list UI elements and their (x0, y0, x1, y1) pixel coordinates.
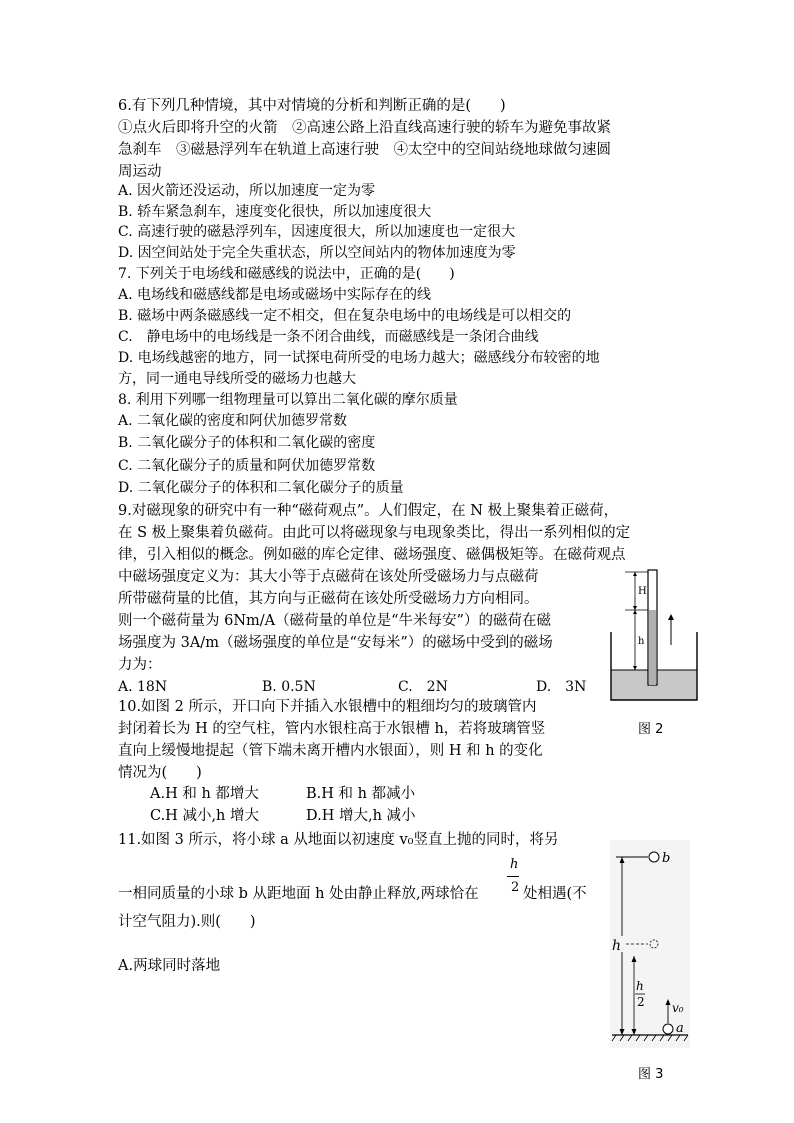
q7-option-b: B. 磁场中两条磁感线一定不相交，但在复杂电场中的电场线是可以相交的 (118, 308, 572, 324)
label-h2-den: 2 (637, 995, 645, 1009)
q6-option-a: A. 因火箭还没运动，所以加速度一定为零 (118, 183, 376, 199)
ball-b (649, 852, 659, 862)
figure-3-caption: 图 3 (638, 1067, 664, 1082)
ball-a (663, 1024, 673, 1034)
q11-option-a: A.两球同时落地 (118, 958, 221, 974)
label-h: h (638, 636, 645, 647)
q8-option-d: D. 二氧化碳分子的体积和二氧化碳分子的质量 (118, 480, 404, 496)
label-v0: v₀ (672, 1001, 684, 1015)
q10-line: 直向上缓慢地提起（管下端未离开槽内水银面），则 H 和 h 的变化 (118, 743, 543, 759)
label-b: b (662, 851, 671, 866)
q11-line: 一相同质量的小球 b 从距地面 h 处由静止释放,两球恰在 (118, 886, 479, 902)
q6-scenario-line: 急刹车 ③磁悬浮列车在轨道上高速行驶 ④太空中的空间站绕地球做匀速圆 (118, 142, 611, 158)
q9-option-b: B. 0.5N (262, 679, 316, 695)
q9-line: 9.对磁现象的研究中有一种“磁荷观点”。人们假定，在 N 极上聚集着正磁荷， (118, 503, 619, 519)
q11-frac-den: 2 (511, 880, 520, 895)
figure-3-diagram (610, 840, 690, 1048)
q7-stem: 7. 下列关于电场线和磁感线的说法中，正确的是( ) (118, 266, 455, 282)
q10-option-d: D.H 增大,h 减小 (306, 808, 416, 824)
label-H: H (638, 586, 647, 597)
q6-stem: 6.有下列几种情境，其中对情境的分析和判断正确的是( ) (118, 98, 506, 114)
q6-option-d: D. 因空间站处于完全失重状态，所以空间站内的物体加速度为零 (118, 245, 516, 261)
q6-option-b: B. 轿车紧急刹车，速度变化很快，所以加速度很大 (118, 204, 432, 220)
q11-line: 计空气阻力).则( ) (118, 914, 256, 930)
q8-option-b: B. 二氧化碳分子的体积和二氧化碳的密度 (118, 435, 376, 451)
q9-option-a: A. 18N (118, 679, 168, 695)
q9-line: 则一个磁荷量为 6Nm/A（磁荷量的单位是“牛米每安”）的磁荷在磁 (118, 613, 551, 629)
q9-line: 在 S 极上聚集着负磁荷。由此可以将磁现象与电现象类比，得出一系列相似的定 (118, 525, 631, 541)
figure-2-caption: 图 2 (638, 722, 664, 737)
q7-option-a: A. 电场线和磁感线都是电场或磁场中实际存在的线 (118, 287, 432, 303)
q7-option-d: D. 电场线越密的地方，同一试探电荷所受的电场力越大；磁感线分布较密的地 (118, 350, 600, 366)
q9-line: 场强度为 3A/m（磁场强度的单位是“安每米”）的磁场中受到的磁场 (118, 635, 553, 651)
q6-option-c: C. 高速行驶的磁悬浮列车，因速度很大，所以加速度也一定很大 (118, 224, 516, 240)
q9-option-d: D. 3N (536, 679, 587, 695)
q11-line: 11.如图 3 所示，将小球 a 从地面以初速度 v₀竖直上抛的同时，将另 (118, 832, 559, 848)
figure-2-diagram (605, 560, 705, 705)
q10-line: 封闭着长为 H 的空气柱，管内水银柱高于水银槽 h，若将玻璃管竖 (118, 721, 546, 737)
q7-option-d-cont: 方，同一通电导线所受的磁场力也越大 (118, 371, 356, 387)
q6-scenario-line: ①点火后即将升空的火箭 ②高速公路上沿直线高速行驶的轿车为避免事故紧 (118, 120, 611, 136)
q9-line: 力为： (118, 657, 162, 673)
q8-stem: 8. 利用下列哪一组物理量可以算出二氧化碳的摩尔质量 (118, 392, 458, 408)
q6-scenario-line: 周运动 (118, 164, 162, 180)
q11-frac-num: h (510, 857, 519, 872)
q8-option-c: C. 二氧化碳分子的质量和阿伏加德罗常数 (118, 458, 376, 474)
q10-line: 情况为( ) (118, 765, 202, 781)
q11-frac-bar (507, 876, 519, 877)
q10-option-b: B.H 和 h 都减小 (306, 786, 416, 802)
q11-line-tail: 处相遇(不 (523, 886, 587, 902)
q10-line: 10.如图 2 所示，开口向下并插入水银槽中的粗细均匀的玻璃管内 (118, 699, 537, 715)
q9-line: 所带磁荷量的比值，其方向与正磁荷在该处所受磁场力方向相同。 (118, 591, 539, 607)
label-h: h (612, 938, 622, 954)
label-h2-num: h (636, 979, 644, 993)
label-a: a (676, 1021, 684, 1036)
q9-line: 律，引入相似的概念。例如磁的库仑定律、磁场强度、磁偶极矩等。在磁荷观点 (118, 547, 626, 563)
q9-option-c: C. 2N (398, 679, 448, 695)
q7-option-c: C. 静电场中的电场线是一条不闭合曲线，而磁感线是一条闭合曲线 (118, 329, 539, 345)
q10-option-c: C.H 减小,h 增大 (150, 808, 259, 824)
q10-option-a: A.H 和 h 都增大 (150, 786, 259, 802)
q8-option-a: A. 二氧化碳的密度和阿伏加德罗常数 (118, 413, 348, 429)
q9-line: 中磁场强度定义为：其大小等于点磁荷在该处所受磁场力与点磁荷 (118, 569, 539, 585)
mercury-column (649, 610, 656, 685)
